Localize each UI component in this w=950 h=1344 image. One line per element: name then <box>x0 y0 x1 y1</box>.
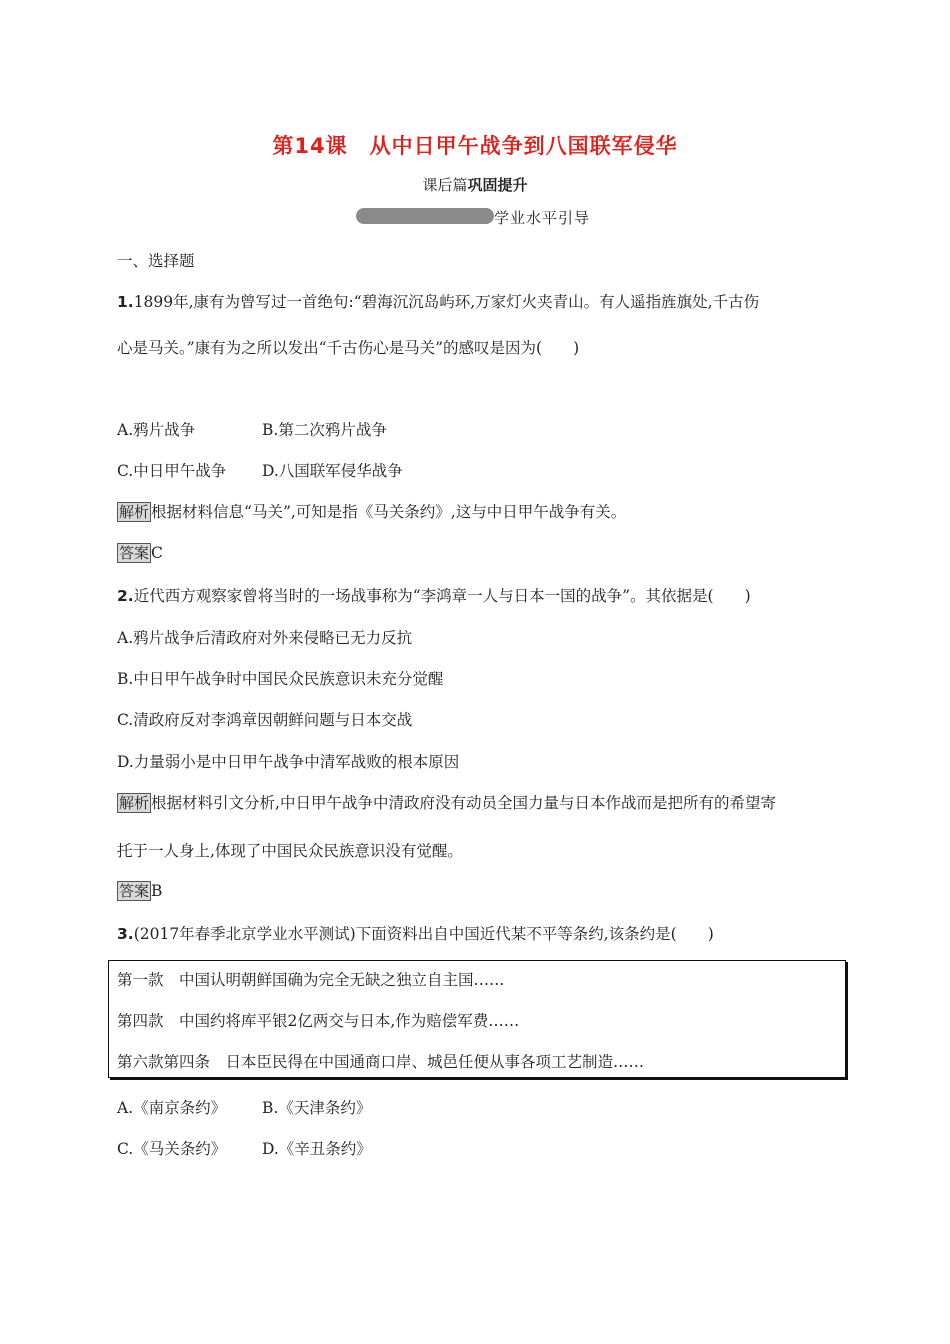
analysis-text: 根据材料信息“马关”,可知是指《马关条约》,这与中日甲午战争有关。 <box>151 503 627 521</box>
analysis-2 <box>117 793 776 813</box>
question-number: 2. <box>117 587 134 605</box>
question-1-line-1 <box>117 292 759 312</box>
lesson-title: 第14课 从中日甲午战争到八国联军侵华 <box>272 134 678 158</box>
option-c[interactable]: C.《马关条约》 <box>117 1140 227 1158</box>
analysis-tag: 解析 <box>119 794 150 812</box>
answer-tag: 答案 <box>119 544 150 562</box>
answer-2 <box>117 881 162 901</box>
question-2-line-1 <box>117 586 751 606</box>
question-number: 3. <box>117 925 134 943</box>
answer-tag: 答案 <box>119 882 150 900</box>
question-3-line-1 <box>117 924 714 944</box>
subtitle-bold: 巩固提升 <box>467 176 528 194</box>
option-a[interactable]: A.鸦片战争 <box>117 421 196 439</box>
question-text: (2017年春季北京学业水平测试)下面资料出自中国近代某不平等条约,该条约是( ) <box>133 925 714 943</box>
subtitle-prefix: 课后篇 <box>422 176 468 194</box>
analysis-2-line-2: 托于一人身上,体现了中国民众民族意识没有觉醒。 <box>117 842 463 860</box>
option-d[interactable]: D.《辛丑条约》 <box>262 1140 372 1158</box>
section-heading: 一、选择题 <box>117 252 195 270</box>
option-d[interactable]: D.八国联军侵华战争 <box>262 462 403 480</box>
analysis-1 <box>117 502 626 522</box>
quote-line-1: 第一款 中国认明朝鲜国确为完全无缺之独立自主国…… <box>117 971 505 989</box>
quote-line-3: 第六款第四条 日本臣民得在中国通商口岸、城邑任便从事各项工艺制造…… <box>117 1053 645 1071</box>
answer-value: B <box>151 882 163 900</box>
question-number: 1. <box>117 293 134 311</box>
option-c[interactable]: C.清政府反对李鸿章因朝鲜问题与日本交战 <box>117 711 413 729</box>
question-text: 近代西方观察家曾将当时的一场战事称为“李鸿章一人与日本一国的战争”。其依据是( ) <box>133 587 751 605</box>
banner-label: 学业水平引导 <box>494 209 591 227</box>
section-subtitle <box>0 174 950 195</box>
option-b[interactable]: B.第二次鸦片战争 <box>262 421 387 439</box>
question-text: 1899年,康有为曾写过一首绝句:“碧海沉沉岛屿环,万家灯火夹青山。有人遥指旌旗处,千古伤 <box>133 293 760 311</box>
quote-line-2: 第四款 中国约将库平银2亿两交与日本,作为赔偿军费…… <box>117 1012 520 1030</box>
option-b[interactable]: B.中日甲午战争时中国民众民族意识未充分觉醒 <box>117 670 444 688</box>
banner-bar <box>356 208 494 224</box>
option-a[interactable]: A.鸦片战争后清政府对外来侵略已无力反抗 <box>117 629 413 647</box>
option-a[interactable]: A.《南京条约》 <box>117 1099 227 1117</box>
option-c[interactable]: C.中日甲午战争 <box>117 462 227 480</box>
question-1-line-2: 心是马关。”康有为之所以发出“千古伤心是马关”的感叹是因为( ) <box>117 339 580 357</box>
analysis-text: 根据材料引文分析,中日甲午战争中清政府没有动员全国力量与日本作战而是把所有的希望寄 <box>151 794 776 812</box>
answer-1 <box>117 543 163 563</box>
option-b[interactable]: B.《天津条约》 <box>262 1099 372 1117</box>
analysis-tag: 解析 <box>119 503 150 521</box>
option-d[interactable]: D.力量弱小是中日甲午战争中清军战败的根本原因 <box>117 753 460 771</box>
answer-value: C <box>151 544 163 562</box>
